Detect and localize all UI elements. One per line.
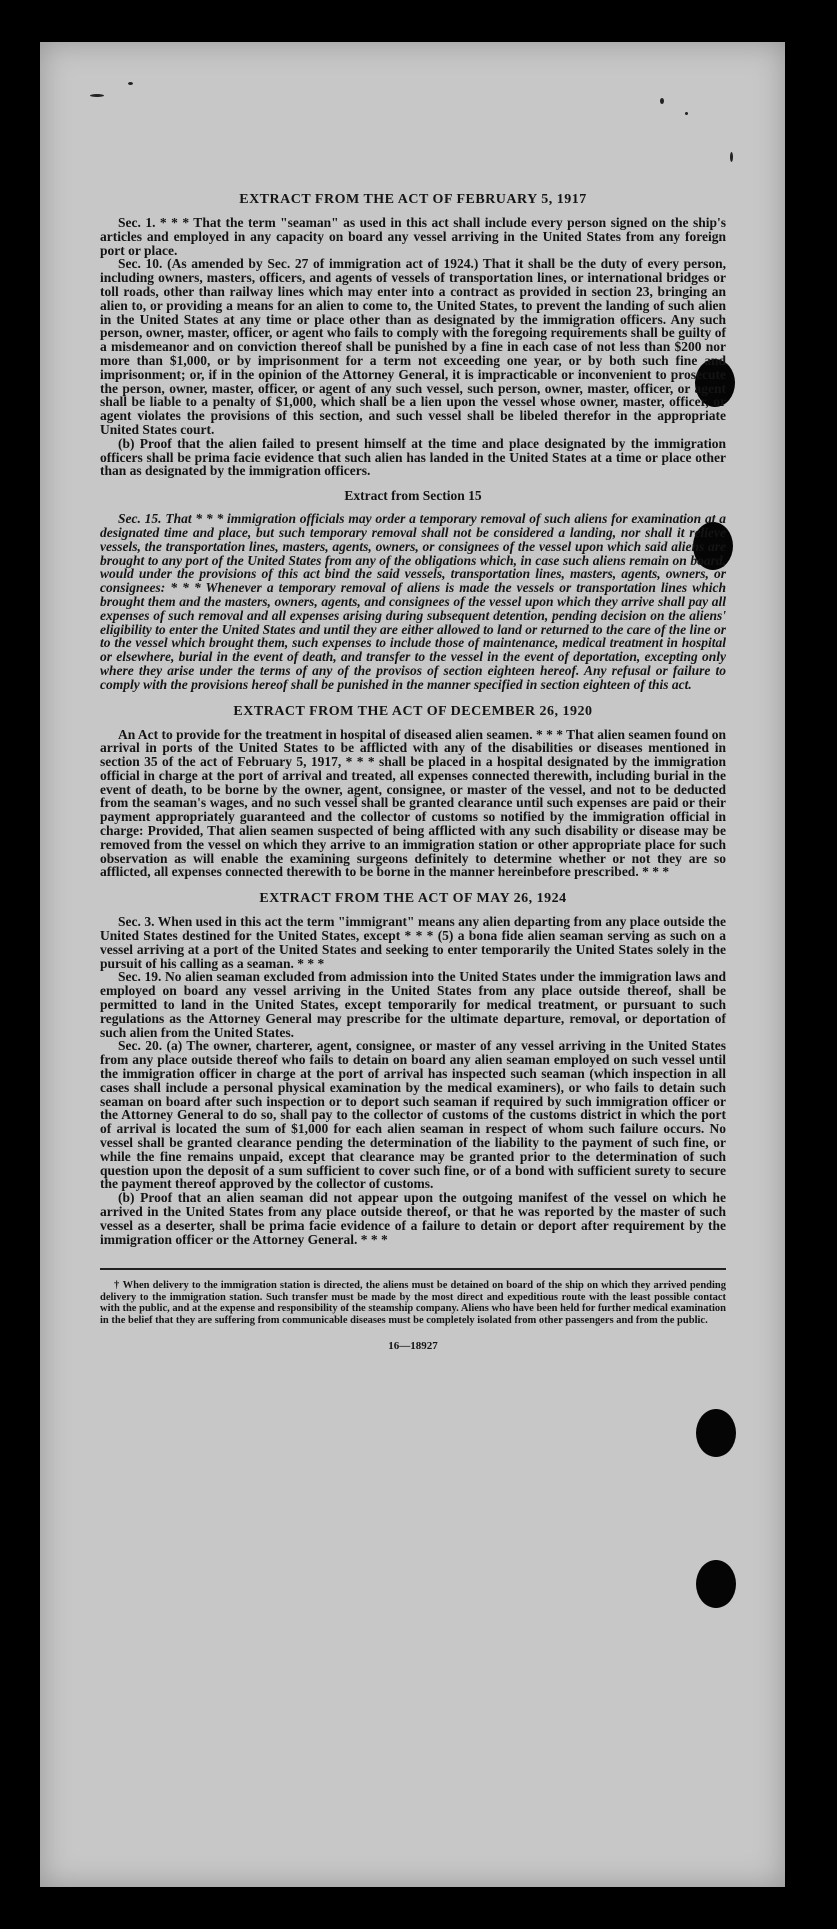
heading-act-1924: EXTRACT FROM THE ACT OF MAY 26, 1924 — [259, 891, 567, 907]
section-20-a: Sec. 20. (a) The owner, charterer, agent, consignee, or master of any vessel arriving in the United States from any place outside thereof who fails to detain on board any alien seaman employed on such vessel until the immigration officer in charge at the port of arrival has inspected such seaman (which inspection in all cases shall include a personal physical examination by the medical examiners), or who fails to detain such seaman on board after such inspection or to deport such seaman if required by such immigration officer or the Attorney General to do so, shall pay to the collector of customs of the customs district in which the port of arrival is located the sum of $1,000 for each alien seaman in respect of whom such failure occurs. No vessel shall be granted clearance pending the determination of the liability to the payment of such fine, or while the fine remains unpaid, except that clearance may be granted prior to the determination of such question upon the deposit of a sum sufficient to cover such fine, or of a bond with sufficient surety to secure the payment thereof approved by the collector of customs. — [100, 1038, 726, 1192]
ink-speck — [730, 152, 733, 162]
heading-section-15: Extract from Section 15 — [344, 488, 482, 504]
document-body — [100, 192, 726, 1352]
document-page — [40, 42, 785, 1887]
footnote: † When delivery to the immigration station is directed, the aliens must be detained on board of the ship on which they arrived pending delivery to the immigration station. Such transfer must be made by the most direct and expeditious route with the least possible contact with the public, and at the expense and responsibility of the steamship company. Aliens who have been held for further medical examination in the belief that they are suffering from communicable diseases must be completely isolated from other passengers and from the public. — [100, 1280, 726, 1326]
heading-act-1920: EXTRACT FROM THE ACT OF DECEMBER 26, 1920 — [233, 703, 593, 719]
section-20-b: (b) Proof that an alien seaman did not appear upon the outgoing manifest of the vessel on which he arrived in the United States from any place outside thereof, or that he was reported by the master of such vessel as a deserter, shall be prima facie evidence of a failure to detain or deport after requirement by the immigration officer or the Attorney General. * * * — [100, 1190, 726, 1247]
footnote-divider — [100, 1268, 726, 1270]
ink-speck — [660, 98, 664, 104]
section-10: Sec. 10. (As amended by Sec. 27 of immigration act of 1924.) That it shall be the duty of every person, including owners, masters, officers, and agents of vessels of transportation lines, or international bridges or toll roads, other than railway lines which may enter into a contract as provided in section 23, bringing an alien to, or providing a means for an alien to come to, the United States, to prevent the landing of such alien in the United States at any time or place other than as designated by the immigration officers. Any such person, owner, master, officer, or agent who fails to comply with the foregoing requirements shall be guilty of a misdemeanor and on conviction thereof shall be punished by a fine in each case of not less than $200 nor more than $1,000, or by imprisonment for a term not exceeding one year, or by both such fine and imprisonment; or, if in the opinion of the Attorney General, it is impracticable or inconvenient to prosecute the person, owner, master, officer, or agent of any such vessel, such person, owner, master, officer, or agent shall be liable to a penalty of $1,000, which shall be a lien upon the vessel whose owner, master, officer, or agent violates the provisions of this section, and such vessel shall be libeled therefor in the appropriate United States court. — [100, 256, 726, 437]
section-1: Sec. 1. * * * That the term "seaman" as used in this act shall include every person signed on the ship's articles and employed in any capacity on board any vessel arriving in the United States from any foreign port or place. — [100, 215, 726, 258]
ink-speck — [90, 94, 104, 97]
heading-act-1917: EXTRACT FROM THE ACT OF FEBRUARY 5, 1917 — [239, 192, 587, 207]
ink-speck — [128, 82, 133, 85]
section-3: Sec. 3. When used in this act the term "immigrant" means any alien departing from any place outside the United States destined for the United States, except * * * (5) a bona fide alien seaman serving as such on a vessel arriving at a port of the United States and seeking to enter temporarily the United States solely in the pursuit of his calling as a seaman. * * * — [100, 914, 726, 971]
section-15: Sec. 15. That * * * immigration officials may order a temporary removal of such aliens for examination at a designated time and place, but such temporary removal shall not be considered a landing, nor shall it relieve vessels, the transportation lines, masters, agents, owners, or consignees of the vessel upon which said aliens are brought to any port of the United States from any of the obligations which, in case such aliens remain on board, would under the provisions of this act bind the said vessels, transportation lines, masters, agents, owners, or consignees: * * * Whenever a temporary removal of aliens is made the vessels or transportation lines which brought them and the masters, owners, agents, and consignees of the vessel upon which they arrive shall pay all expenses of such removal and all expenses arising during subsequent detention, pending decision on the aliens' eligibility to enter the United States and until they are either allowed to land or returned to the care of the line or to the vessel which brought them, such expenses to include those of maintenance, medical treatment in hospital or elsewhere, burial in the event of death, and transfer to the vessel in the event of deportation, excepting only where they arise under the terms of any of the provisos of section eighteen hereof. Any refusal or failure to comply with the provisions hereof shall be punished in the manner specified in section eighteen of this act. — [100, 511, 726, 692]
section-19: Sec. 19. No alien seaman excluded from admission into the United States under the immigration laws and employed on board any vessel arriving in the United States from any place outside thereof, shall be permitted to land in the United States, except temporarily for medical treatment, or pursuant to such regulations as the Attorney General may prescribe for the ultimate departure, removal, or deportation of such alien from the United States. — [100, 969, 726, 1040]
form-number: 16—18927 — [388, 1340, 438, 1353]
punch-hole — [696, 1560, 736, 1608]
punch-hole — [696, 1409, 736, 1457]
ink-speck — [685, 112, 688, 115]
section-10-b: (b) Proof that the alien failed to present himself at the time and place designated by the immigration officers shall be prima facie evidence that such alien has landed in the United States at a time or place other than as designated by the immigration officers. — [100, 435, 726, 479]
act-1920-text: An Act to provide for the treatment in hospital of diseased alien seamen. * * * That alien seamen found on arrival in ports of the United States to be afflicted with any of the disabilities or diseases mentioned in section 35 of the act of February 5, 1917, * * * shall be placed in a hospital designated by the immigration official in charge at the port of arrival and treated, all expenses connected therewith, including burial in the event of death, to be borne by the owner, agent, consignee, or master of the vessel, and not to be deducted from the seaman's wages, and no such vessel shall be granted clearance until such expenses are paid or their payment appropriately guaranteed and the collector of customs so notified by the immigration official in charge: Provided, That alien seamen suspected of being afflicted with any such disability or disease may be removed from the vessel on which they arrive to an immigration station or other appropriate place for such observation as will enable the examining surgeons definitely to determine whether or not they are so afflicted, all expenses connected therewith to be borne in the manner hereinbefore prescribed. * * * — [100, 726, 726, 880]
